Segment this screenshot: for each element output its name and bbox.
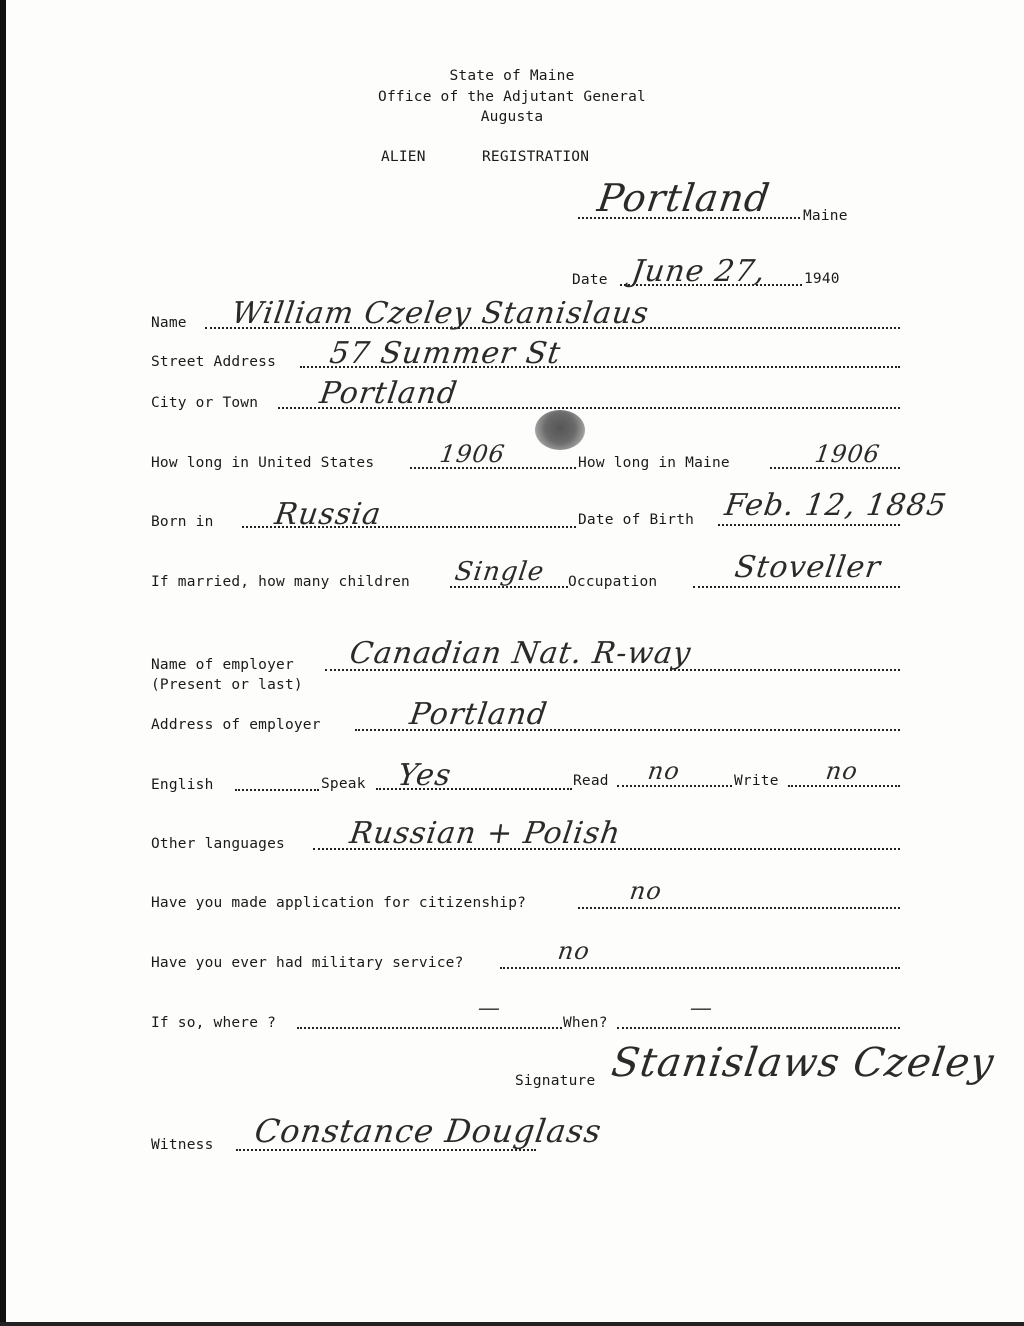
dob-label: Date of Birth [578, 512, 695, 528]
maine-label: How long in Maine [578, 455, 730, 471]
maine-value: 1906 [813, 440, 883, 468]
when-value: — [688, 996, 715, 1021]
citizenship-label: Have you made application for citizenship? [151, 895, 527, 911]
name-value: William Czeley Stanislaus [229, 296, 652, 331]
children-label: If married, how many children [151, 574, 410, 590]
citizenship-dots [578, 907, 900, 909]
military-value: no [556, 937, 592, 965]
english-dots [235, 789, 319, 791]
where-value: — [476, 996, 503, 1021]
military-label: Have you ever had military service? [151, 955, 464, 971]
us-label: How long in United States [151, 455, 375, 471]
occupation-dots [693, 586, 900, 588]
read-label: Read [573, 773, 609, 789]
scan-edge-left [0, 0, 6, 1326]
witness-label: Witness [151, 1137, 214, 1153]
employer-address-label: Address of employer [151, 717, 321, 733]
when-dots [617, 1027, 900, 1029]
speak-label: Speak [321, 776, 366, 792]
dob-value: Feb. 12, 1885 [722, 488, 950, 523]
military-dots [500, 967, 900, 969]
where-label: If so, where ? [151, 1015, 277, 1031]
street-label: Street Address [151, 354, 277, 370]
employer-sublabel: (Present or last) [151, 677, 303, 693]
location-value: Portland [594, 176, 774, 220]
witness-value: Constance Douglass [252, 1112, 605, 1150]
street-value: 57 Summer St [327, 336, 564, 371]
occupation-value: Stoveller [732, 550, 884, 585]
children-value: Single [452, 557, 547, 587]
english-label: English [151, 777, 214, 793]
signature-value: Stanislaws Czeley [608, 1040, 998, 1086]
city-value: Portland [317, 376, 460, 411]
title-registration: REGISTRATION [482, 149, 590, 165]
city-label: City or Town [151, 395, 259, 411]
languages-value: Russian + Polish [347, 816, 624, 851]
signature-label: Signature [515, 1073, 596, 1089]
title-alien: ALIEN [381, 149, 426, 165]
date-value: June 27, [629, 254, 769, 289]
location-label: Maine [803, 208, 848, 224]
write-dots [788, 785, 900, 787]
employer-address-value: Portland [407, 697, 550, 732]
ink-stain [535, 410, 585, 450]
where-dots [297, 1027, 562, 1029]
header-office: Office of the Adjutant General [378, 89, 646, 105]
born-label: Born in [151, 514, 214, 530]
header-city: Augusta [480, 109, 544, 125]
date-label: Date [572, 272, 608, 288]
read-dots [617, 785, 732, 787]
header-state: State of Maine [449, 68, 575, 84]
scan-edge-bottom [0, 1322, 1024, 1326]
employer-value: Canadian Nat. R-way [347, 636, 694, 671]
born-value: Russia [272, 497, 384, 532]
dob-dots [718, 524, 900, 526]
occupation-label: Occupation [568, 574, 658, 590]
employer-label: Name of employer [151, 657, 294, 673]
write-label: Write [734, 773, 779, 789]
us-value: 1906 [438, 440, 508, 468]
languages-label: Other languages [151, 836, 285, 852]
citizenship-value: no [628, 877, 664, 905]
write-value: no [824, 757, 860, 785]
date-year: 1940 [804, 271, 840, 287]
when-label: When? [563, 1015, 608, 1031]
name-label: Name [151, 315, 187, 331]
speak-value: Yes [395, 758, 454, 793]
read-value: no [646, 757, 682, 785]
